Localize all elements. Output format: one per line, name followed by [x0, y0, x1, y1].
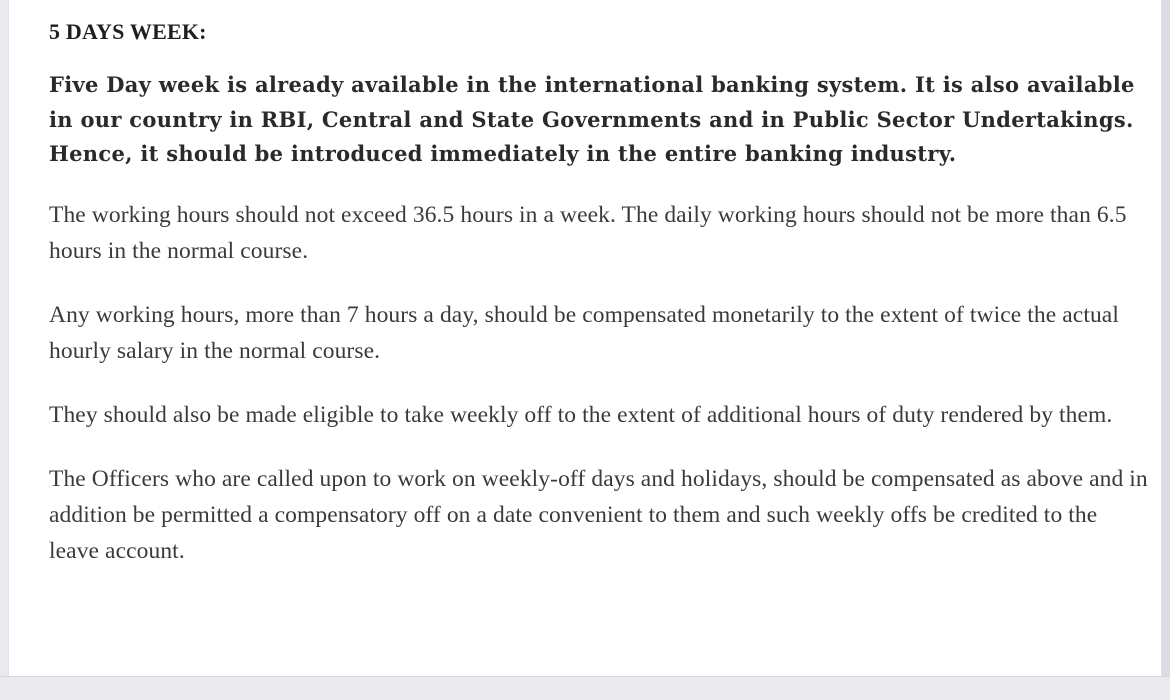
- paragraph-overtime-compensation: Any working hours, more than 7 hours a day, should be compensated monetarily to the extent of twice the actual hourly salary in the normal course.: [49, 301, 1119, 364]
- page-bottom-edge: [0, 676, 1170, 700]
- lead-paragraph: Five Day week is already available in the international banking system. It is also available in our country in RBI, Central and State Governments and in Public Sector Undertakings. Hence, it should be introduced immediately in the entire banking industry.: [49, 72, 1135, 166]
- section-heading: 5 DAYS WEEK:: [49, 19, 207, 44]
- scroll-edge: [1162, 0, 1170, 676]
- document-page: [8, 0, 1162, 676]
- paragraph-working-hours: The working hours should not exceed 36.5 hours in a week. The daily working hours should not be more than 6.5 hours in the normal course.: [49, 201, 1127, 264]
- document-content: [49, 15, 1149, 569]
- paragraph-weekly-off: They should also be made eligible to take weekly off to the extent of additional hours of duty rendered by them.: [49, 401, 1113, 428]
- paragraph-holiday-work: The Officers who are called upon to work on weekly-off days and holidays, should be compensated as above and in addition be permitted a compensatory off on a date convenient to them and such weekly offs be credited to the leave account.: [49, 465, 1148, 564]
